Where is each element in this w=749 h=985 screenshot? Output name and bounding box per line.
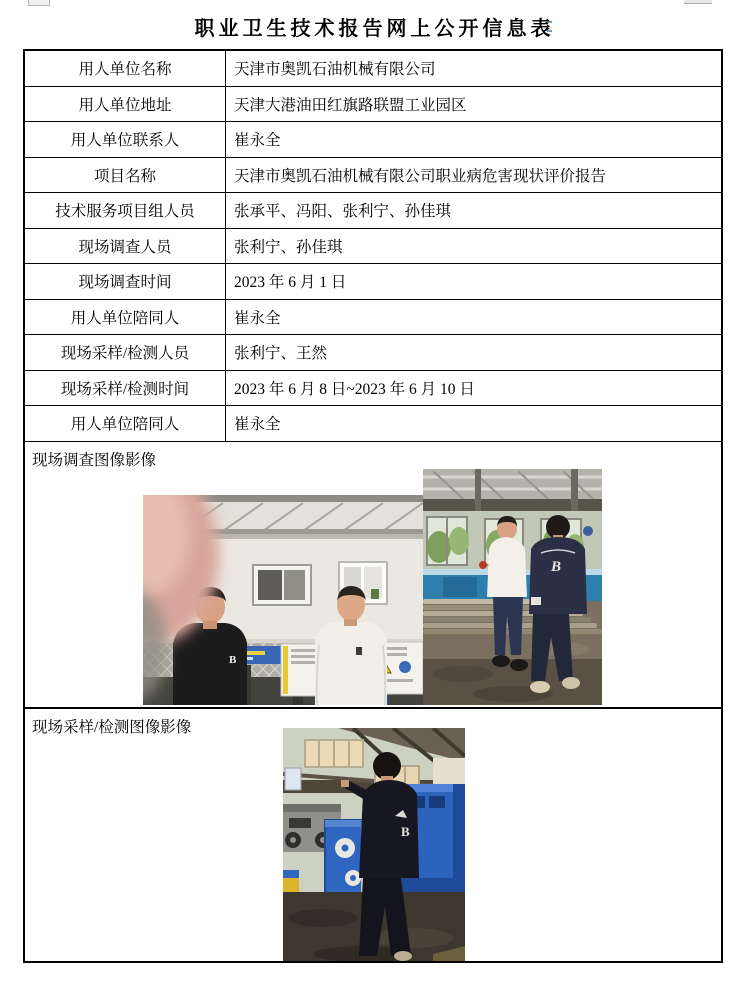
table-row xyxy=(25,158,721,194)
sampling-photo xyxy=(283,728,465,961)
survey-photo-left xyxy=(143,495,423,705)
row-value: 张承平、冯阳、张利宁、孙佳琪 xyxy=(234,203,452,221)
survey-images-section xyxy=(25,442,721,709)
row-label: 现场采样/检测时间 xyxy=(25,371,226,406)
row-label: 用人单位名称 xyxy=(25,51,226,86)
row-label: 用人单位地址 xyxy=(25,87,226,122)
survey-section-label: 现场调查图像影像 xyxy=(32,451,157,469)
page-edge-artifact xyxy=(684,0,712,4)
table-row xyxy=(25,300,721,336)
svg-text:B: B xyxy=(551,558,562,575)
table-row xyxy=(25,264,721,300)
row-value: 天津市奥凯石油机械有限公司职业病危害现状评价报告 xyxy=(234,167,607,185)
table-row xyxy=(25,51,721,87)
page-edge-artifact xyxy=(28,0,50,6)
row-value: 2023 年 6 月 8 日~2023 年 6 月 10 日 xyxy=(234,380,475,398)
sampling-images-section xyxy=(25,709,721,962)
svg-text:B: B xyxy=(229,653,237,666)
table-row xyxy=(25,406,721,442)
table-row xyxy=(25,371,721,407)
row-value: 天津市奥凯石油机械有限公司 xyxy=(234,61,436,79)
table-row xyxy=(25,87,721,123)
row-label: 现场调查时间 xyxy=(25,264,226,299)
row-label: 技术服务项目组人员 xyxy=(25,193,226,228)
page-title: 职业卫生技术报告网上公开信息表 xyxy=(194,18,555,40)
row-label: 用人单位陪同人 xyxy=(25,300,226,335)
row-value: 崔永全 xyxy=(234,309,281,327)
row-label: 用人单位陪同人 xyxy=(25,406,226,441)
row-label: 用人单位联系人 xyxy=(25,122,226,157)
table-row xyxy=(25,122,721,158)
row-value: 天津大港油田红旗路联盟工业园区 xyxy=(234,96,467,114)
table-row xyxy=(25,229,721,265)
row-value: 2023 年 6 月 1 日 xyxy=(234,274,347,292)
table-row xyxy=(25,335,721,371)
row-label: 现场采样/检测人员 xyxy=(25,335,226,370)
svg-text:B: B xyxy=(401,823,410,839)
row-label: 现场调查人员 xyxy=(25,229,226,264)
table-row xyxy=(25,193,721,229)
info-table xyxy=(23,49,723,963)
row-value: 崔永全 xyxy=(234,132,281,150)
row-value: 张利宁、王然 xyxy=(234,345,328,363)
sampling-section-label: 现场采样/检测图像影像 xyxy=(32,718,192,736)
row-label: 项目名称 xyxy=(25,158,226,193)
row-value: 张利宁、孙佳琪 xyxy=(234,238,343,256)
row-value: 崔永全 xyxy=(234,416,281,434)
survey-photo-right xyxy=(423,469,602,705)
